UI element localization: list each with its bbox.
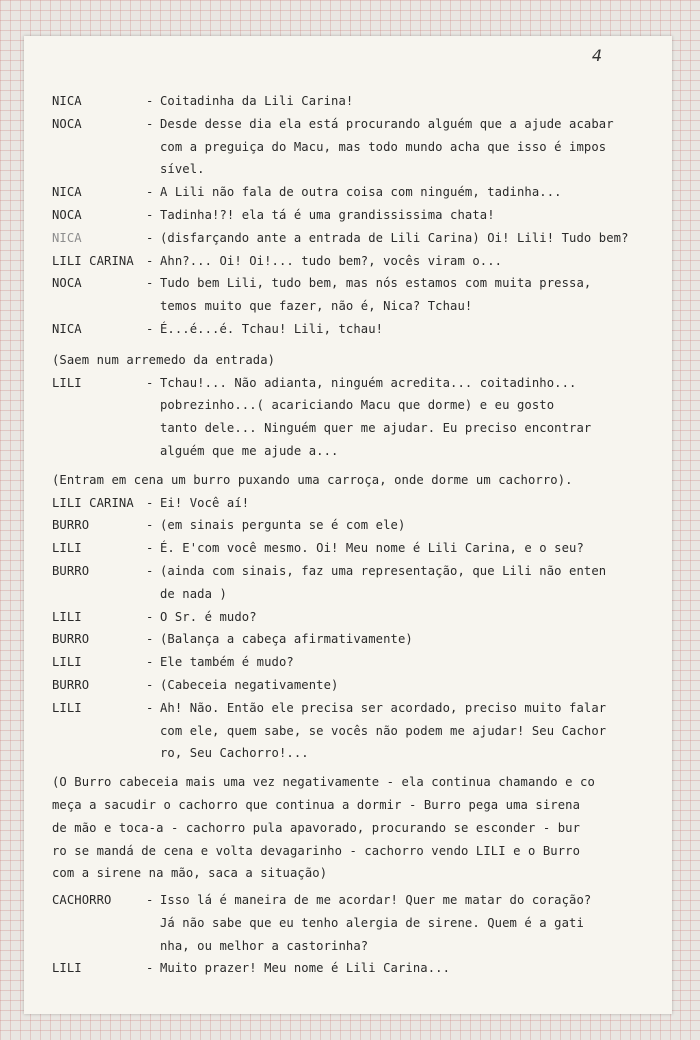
- dialogue-line: [52, 606, 672, 629]
- dialogue-text: (disfarçando ante a entrada de Lili Carina) Oi! Lili! Tudo bem?: [160, 230, 629, 245]
- dialogue-continuation: [52, 720, 672, 743]
- speaker-name: NICA: [52, 185, 82, 200]
- dialogue-text: (Cabeceia negativamente): [160, 677, 339, 692]
- dialogue-text: (ainda com sinais, faz uma representação, que Lili não enten: [160, 563, 607, 578]
- stage-direction-text: ro se mandá de cena e volta devagarinho - cachorro vendo LILI e o Burro: [52, 843, 581, 858]
- dialogue-continuation: [52, 935, 672, 958]
- speaker-name: NICA: [52, 321, 82, 336]
- dialogue-text: temos muito que fazer, não é, Nica? Tchau!: [160, 299, 473, 314]
- speaker-name: BURRO: [52, 518, 90, 533]
- dialogue-text: Tadinha!?! ela tá é uma grandississima chata!: [160, 207, 495, 222]
- stage-direction: [52, 771, 672, 794]
- dialogue-line: [52, 318, 672, 341]
- speaker-name: NOCA: [52, 116, 82, 131]
- dialogue-text: (em sinais pergunta se é com ele): [160, 518, 406, 533]
- dialogue-dash: -: [146, 185, 154, 200]
- stage-direction-text: meça a sacudir o cachorro que continua a dormir - Burro pega uma sirena: [52, 797, 581, 812]
- dialogue-text: pobrezinho...( acariciando Macu que dorme) e eu gosto: [160, 398, 555, 413]
- dialogue-text: ro, Seu Cachorro!...: [160, 746, 309, 761]
- dialogue-text: Tudo bem Lili, tudo bem, mas nós estamos com muita pressa,: [160, 276, 592, 291]
- script-page: [24, 36, 672, 1014]
- dialogue-dash: -: [146, 677, 154, 692]
- dialogue-text: alguém que me ajude a...: [160, 443, 339, 458]
- stage-direction-text: com a sirene na mão, saca a situação): [52, 866, 328, 881]
- stage-direction: [52, 817, 672, 840]
- dialogue-dash: -: [146, 893, 154, 908]
- dialogue-continuation: [52, 136, 672, 159]
- script-body: [52, 90, 672, 980]
- dialogue-text: Coitadinha da Lili Carina!: [160, 94, 354, 108]
- dialogue-line: [52, 889, 672, 912]
- dialogue-text: com ele, quem sabe, se vocês não podem me ajudar! Seu Cachor: [160, 723, 607, 738]
- dialogue-dash: -: [146, 541, 154, 556]
- dialogue-line: [52, 492, 672, 515]
- dialogue-text: O Sr. é mudo?: [160, 609, 257, 624]
- dialogue-line: [52, 674, 672, 697]
- dialogue-line: [52, 628, 672, 651]
- stage-direction-text: de mão e toca-a - cachorro pula apavorado, procurando se esconder - bur: [52, 820, 581, 835]
- speaker-name: BURRO: [52, 677, 90, 692]
- dialogue-text: sível.: [160, 162, 205, 177]
- dialogue-continuation: [52, 742, 672, 765]
- dialogue-text: Tchau!... Não adianta, ninguém acredita... coitadinho...: [160, 375, 577, 390]
- dialogue-continuation: [52, 394, 672, 417]
- dialogue-line: [52, 181, 672, 204]
- dialogue-dash: -: [146, 655, 154, 670]
- stage-direction: [52, 794, 672, 817]
- dialogue-dash: -: [146, 961, 154, 976]
- dialogue-dash: -: [146, 609, 154, 624]
- dialogue-line: [52, 514, 672, 537]
- dialogue-line: [52, 250, 672, 273]
- dialogue-line: [52, 272, 672, 295]
- dialogue-text: Ele também é mudo?: [160, 655, 294, 670]
- dialogue-dash: -: [146, 253, 154, 268]
- stage-direction: [52, 469, 672, 492]
- dialogue-text: Isso lá é maneira de me acordar! Quer me matar do coração?: [160, 893, 592, 908]
- speaker-name: LILI: [52, 541, 82, 556]
- dialogue-text: É...é...é. Tchau! Lili, tchau!: [160, 321, 384, 336]
- dialogue-dash: -: [146, 94, 154, 108]
- dialogue-text: Já não sabe que eu tenho alergia de sirene. Quem é a gati: [160, 915, 584, 930]
- dialogue-text: com a preguiça do Macu, mas todo mundo acha que isso é impos: [160, 139, 607, 154]
- dialogue-dash: -: [146, 632, 154, 647]
- dialogue-continuation: [52, 158, 672, 181]
- dialogue-dash: -: [146, 276, 154, 291]
- dialogue-text: Ah! Não. Então ele precisa ser acordado, preciso muito falar: [160, 700, 607, 715]
- speaker-name: LILI: [52, 609, 82, 624]
- dialogue-continuation: [52, 417, 672, 440]
- stage-direction: [52, 349, 672, 372]
- speaker-name: BURRO: [52, 632, 90, 647]
- dialogue-dash: -: [146, 700, 154, 715]
- dialogue-continuation: [52, 583, 672, 606]
- dialogue-dash: -: [146, 563, 154, 578]
- stage-direction: [52, 862, 672, 885]
- dialogue-text: A Lili não fala de outra coisa com ninguém, tadinha...: [160, 185, 562, 200]
- dialogue-line: [52, 90, 672, 113]
- speaker-name: CACHORRO: [52, 893, 112, 908]
- dialogue-dash: -: [146, 207, 154, 222]
- dialogue-line: [52, 227, 672, 250]
- dialogue-line: [52, 204, 672, 227]
- dialogue-line: [52, 957, 672, 980]
- stage-direction-text: (O Burro cabeceia mais uma vez negativamente - ela continua chamando e co: [52, 775, 595, 790]
- dialogue-continuation: [52, 912, 672, 935]
- dialogue-dash: -: [146, 495, 154, 510]
- speaker-name: NOCA: [52, 276, 82, 291]
- dialogue-text: Desde desse dia ela está procurando alguém que a ajude acabar: [160, 116, 614, 131]
- speaker-name: LILI: [52, 655, 82, 670]
- stage-direction: [52, 840, 672, 863]
- dialogue-dash: -: [146, 375, 154, 390]
- dialogue-line: [52, 537, 672, 560]
- dialogue-line: [52, 697, 672, 720]
- speaker-name: NICA: [52, 94, 82, 108]
- stage-direction-text: (Saem num arremedo da entrada): [52, 352, 276, 367]
- dialogue-text: Ahn?... Oi! Oi!... tudo bem?, vocês viram o...: [160, 253, 503, 268]
- dialogue-continuation: [52, 295, 672, 318]
- speaker-name: LILI: [52, 961, 82, 976]
- dialogue-line: [52, 372, 672, 395]
- dialogue-line: [52, 113, 672, 136]
- dialogue-text: Ei! Você aí!: [160, 495, 250, 510]
- dialogue-dash: -: [146, 116, 154, 131]
- speaker-name: LILI CARINA: [52, 495, 134, 510]
- dialogue-text: Muito prazer! Meu nome é Lili Carina...: [160, 961, 451, 976]
- dialogue-text: (Balança a cabeça afirmativamente): [160, 632, 413, 647]
- speaker-name: LILI: [52, 700, 82, 715]
- dialogue-continuation: [52, 440, 672, 463]
- dialogue-line: [52, 560, 672, 583]
- dialogue-dash: -: [146, 230, 154, 245]
- dialogue-dash: -: [146, 321, 154, 336]
- speaker-name: BURRO: [52, 563, 90, 578]
- speaker-name: LILI: [52, 375, 82, 390]
- dialogue-line: [52, 651, 672, 674]
- speaker-name: LILI CARINA: [52, 253, 134, 268]
- dialogue-text: de nada ): [160, 586, 227, 601]
- speaker-name: NICA: [52, 230, 82, 245]
- speaker-name: NOCA: [52, 207, 82, 222]
- dialogue-text: É. E'com você mesmo. Oi! Meu nome é Lili Carina, e o seu?: [160, 541, 584, 556]
- stage-direction-text: (Entram em cena um burro puxando uma carroça, onde dorme um cachorro).: [52, 472, 573, 487]
- page-number: 4: [591, 46, 602, 65]
- dialogue-text: nha, ou melhor a castorinha?: [160, 938, 369, 953]
- dialogue-dash: -: [146, 518, 154, 533]
- dialogue-text: tanto dele... Ninguém quer me ajudar. Eu preciso encontrar: [160, 421, 592, 436]
